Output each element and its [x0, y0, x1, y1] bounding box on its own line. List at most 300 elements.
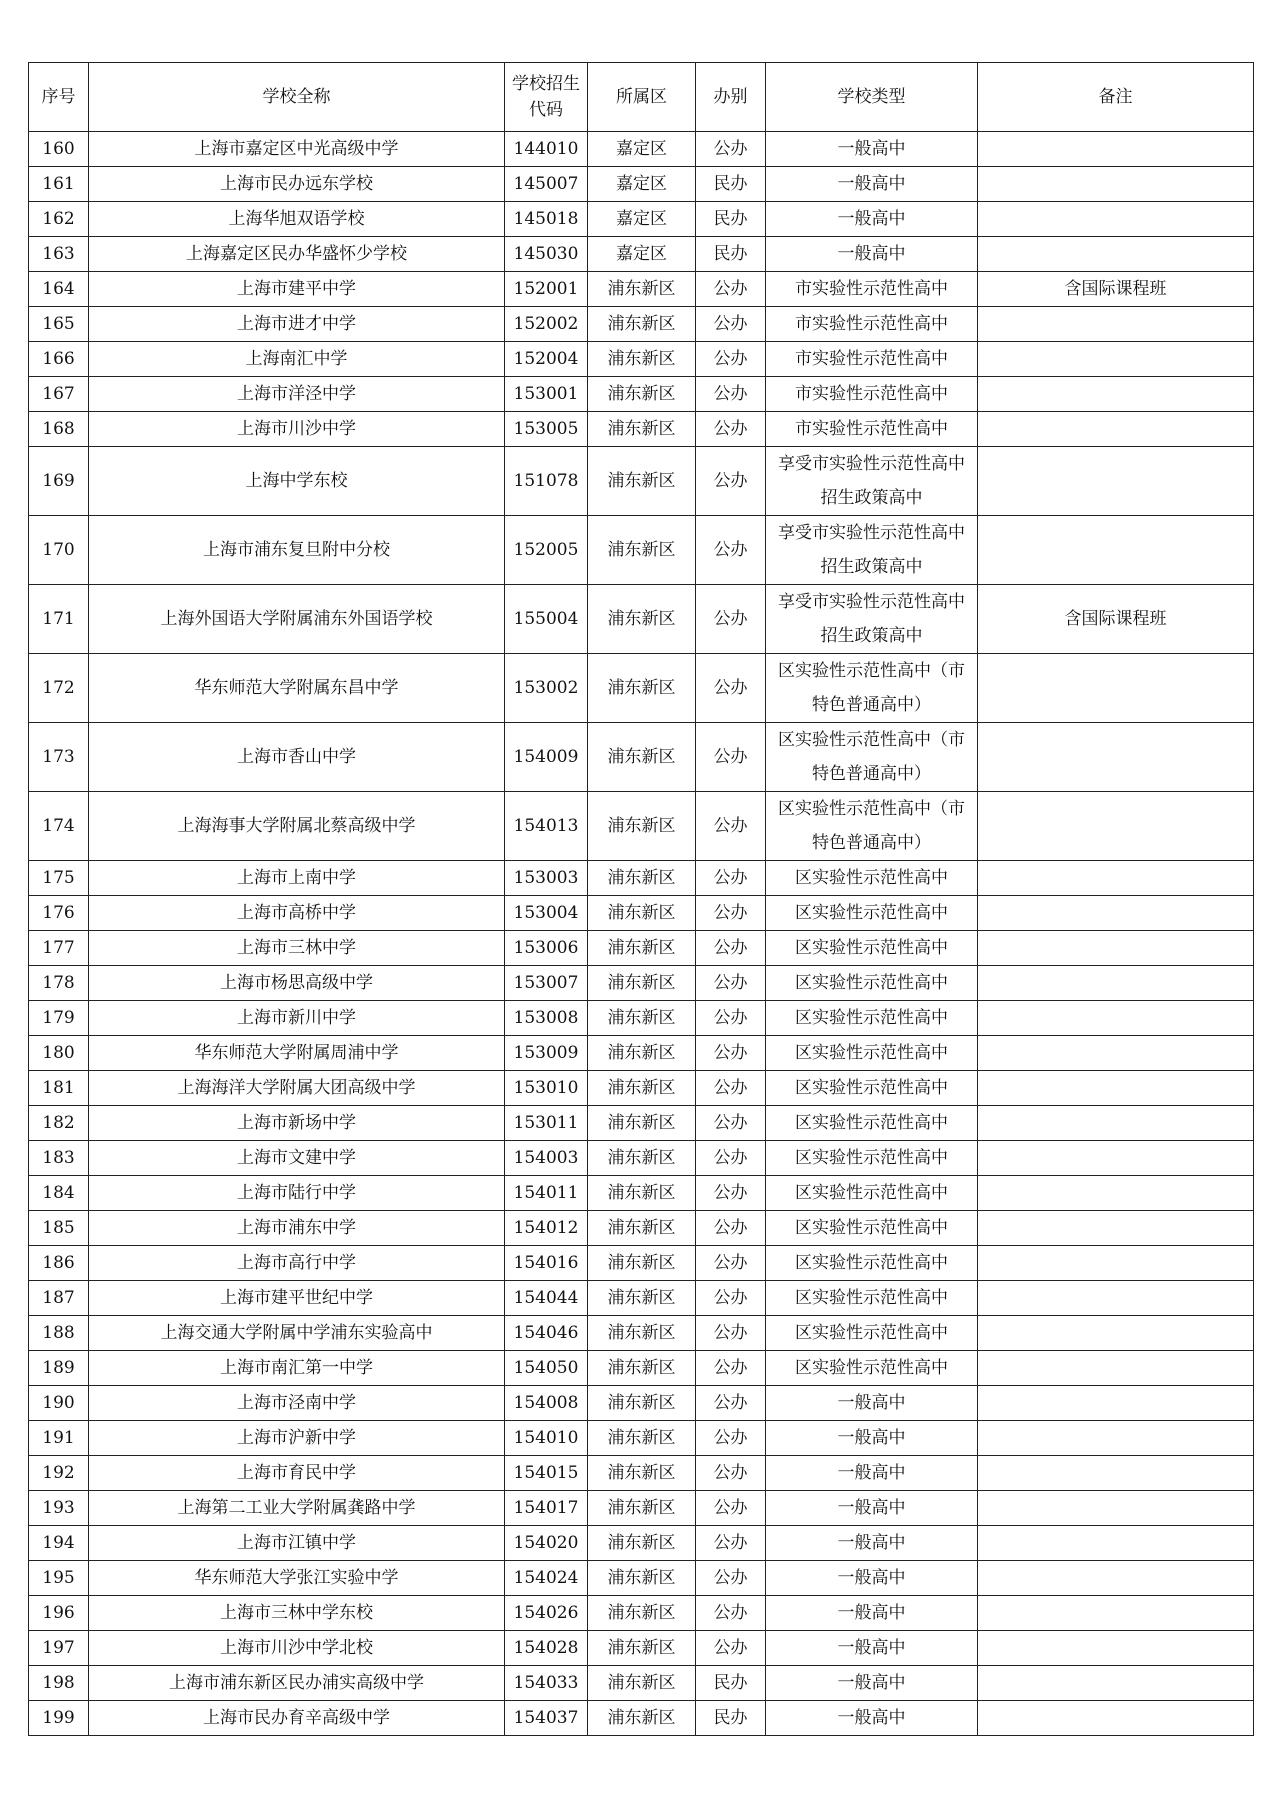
cell-ownership: 公办 [696, 132, 766, 167]
table-row [29, 1071, 1254, 1106]
cell-ownership: 公办 [696, 1491, 766, 1526]
cell-row-number: 178 [29, 966, 89, 1001]
cell-row-number: 182 [29, 1106, 89, 1141]
table-row [29, 1491, 1254, 1526]
cell-enrollment-code: 154024 [505, 1561, 588, 1596]
cell-district: 浦东新区 [588, 1141, 696, 1176]
cell-enrollment-code: 154046 [505, 1316, 588, 1351]
cell-enrollment-code: 153008 [505, 1001, 588, 1036]
cell-ownership: 公办 [696, 1176, 766, 1211]
cell-row-number: 183 [29, 1141, 89, 1176]
cell-district: 嘉定区 [588, 167, 696, 202]
cell-enrollment-code: 154033 [505, 1666, 588, 1701]
cell-school-name: 上海华旭双语学校 [89, 202, 505, 237]
header-note: 备注 [978, 63, 1254, 132]
cell-school-name: 华东师范大学张江实验中学 [89, 1561, 505, 1596]
cell-school-type: 区实验性示范性高中 [766, 861, 978, 896]
cell-ownership: 公办 [696, 516, 766, 585]
cell-district: 浦东新区 [588, 1631, 696, 1666]
cell-note [978, 1036, 1254, 1071]
cell-school-name: 上海市嘉定区中光高级中学 [89, 132, 505, 167]
cell-school-type: 一般高中 [766, 167, 978, 202]
cell-district: 浦东新区 [588, 931, 696, 966]
cell-note [978, 1316, 1254, 1351]
cell-note [978, 237, 1254, 272]
cell-note [978, 412, 1254, 447]
cell-school-type: 区实验性示范性高中 [766, 966, 978, 1001]
cell-note [978, 342, 1254, 377]
cell-enrollment-code: 154012 [505, 1211, 588, 1246]
cell-ownership: 民办 [696, 167, 766, 202]
cell-row-number: 172 [29, 654, 89, 723]
cell-note [978, 1456, 1254, 1491]
cell-school-name: 上海市三林中学 [89, 931, 505, 966]
cell-school-name: 上海市育民中学 [89, 1456, 505, 1491]
cell-school-name: 上海市建平中学 [89, 272, 505, 307]
cell-enrollment-code: 155004 [505, 585, 588, 654]
cell-note [978, 792, 1254, 861]
table-row [29, 447, 1254, 516]
cell-district: 浦东新区 [588, 377, 696, 412]
table-row [29, 377, 1254, 412]
cell-note [978, 1701, 1254, 1736]
cell-ownership: 公办 [696, 1316, 766, 1351]
cell-row-number: 199 [29, 1701, 89, 1736]
cell-ownership: 公办 [696, 1001, 766, 1036]
cell-district: 浦东新区 [588, 585, 696, 654]
cell-district: 浦东新区 [588, 1456, 696, 1491]
cell-school-type: 一般高中 [766, 202, 978, 237]
cell-school-type: 区实验性示范性高中 [766, 1211, 978, 1246]
cell-row-number: 169 [29, 447, 89, 516]
table-header [29, 63, 1254, 132]
cell-school-type: 区实验性示范性高中 [766, 1316, 978, 1351]
cell-ownership: 公办 [696, 1211, 766, 1246]
cell-enrollment-code: 154003 [505, 1141, 588, 1176]
cell-district: 浦东新区 [588, 412, 696, 447]
cell-note [978, 966, 1254, 1001]
cell-enrollment-code: 153010 [505, 1071, 588, 1106]
cell-district: 浦东新区 [588, 1001, 696, 1036]
cell-enrollment-code: 153003 [505, 861, 588, 896]
cell-note [978, 1071, 1254, 1106]
cell-school-type: 享受市实验性示范性高中招生政策高中 [766, 516, 978, 585]
cell-district: 浦东新区 [588, 1701, 696, 1736]
cell-ownership: 公办 [696, 896, 766, 931]
cell-enrollment-code: 154009 [505, 723, 588, 792]
cell-row-number: 195 [29, 1561, 89, 1596]
cell-school-name: 上海市江镇中学 [89, 1526, 505, 1561]
cell-enrollment-code: 154026 [505, 1596, 588, 1631]
cell-school-type: 市实验性示范性高中 [766, 377, 978, 412]
cell-enrollment-code: 152002 [505, 307, 588, 342]
table-row [29, 202, 1254, 237]
cell-row-number: 163 [29, 237, 89, 272]
cell-row-number: 181 [29, 1071, 89, 1106]
cell-district: 嘉定区 [588, 132, 696, 167]
cell-row-number: 198 [29, 1666, 89, 1701]
cell-note [978, 896, 1254, 931]
table-row [29, 342, 1254, 377]
cell-row-number: 166 [29, 342, 89, 377]
cell-note [978, 516, 1254, 585]
cell-ownership: 公办 [696, 1071, 766, 1106]
cell-school-type: 一般高中 [766, 237, 978, 272]
cell-district: 浦东新区 [588, 307, 696, 342]
cell-district: 嘉定区 [588, 202, 696, 237]
table-row [29, 1631, 1254, 1666]
cell-note [978, 1386, 1254, 1421]
cell-district: 浦东新区 [588, 654, 696, 723]
cell-enrollment-code: 154013 [505, 792, 588, 861]
cell-enrollment-code: 154020 [505, 1526, 588, 1561]
cell-school-name: 上海市民办远东学校 [89, 167, 505, 202]
header-school-name: 学校全称 [89, 63, 505, 132]
cell-school-type: 区实验性示范性高中 [766, 1176, 978, 1211]
cell-ownership: 公办 [696, 654, 766, 723]
cell-ownership: 公办 [696, 966, 766, 1001]
cell-note [978, 307, 1254, 342]
table-row [29, 516, 1254, 585]
cell-school-type: 区实验性示范性高中（市特色普通高中） [766, 792, 978, 861]
table-row [29, 966, 1254, 1001]
table-row [29, 1106, 1254, 1141]
table-row [29, 1141, 1254, 1176]
cell-district: 浦东新区 [588, 1421, 696, 1456]
table-row [29, 792, 1254, 861]
cell-school-type: 区实验性示范性高中 [766, 1071, 978, 1106]
cell-district: 浦东新区 [588, 896, 696, 931]
cell-enrollment-code: 153009 [505, 1036, 588, 1071]
cell-school-type: 一般高中 [766, 1596, 978, 1631]
cell-school-name: 上海市高桥中学 [89, 896, 505, 931]
cell-district: 浦东新区 [588, 1596, 696, 1631]
table-row [29, 585, 1254, 654]
cell-school-type: 一般高中 [766, 132, 978, 167]
cell-district: 浦东新区 [588, 1316, 696, 1351]
cell-school-name: 上海市陆行中学 [89, 1176, 505, 1211]
cell-school-type: 区实验性示范性高中 [766, 1001, 978, 1036]
cell-note [978, 1141, 1254, 1176]
cell-enrollment-code: 153007 [505, 966, 588, 1001]
cell-row-number: 189 [29, 1351, 89, 1386]
cell-school-type: 享受市实验性示范性高中招生政策高中 [766, 585, 978, 654]
table-row [29, 1281, 1254, 1316]
cell-ownership: 公办 [696, 342, 766, 377]
cell-ownership: 公办 [696, 1106, 766, 1141]
cell-row-number: 176 [29, 896, 89, 931]
cell-school-name: 上海市新场中学 [89, 1106, 505, 1141]
cell-school-name: 上海海洋大学附属大团高级中学 [89, 1071, 505, 1106]
table-row [29, 1176, 1254, 1211]
cell-school-type: 区实验性示范性高中 [766, 1036, 978, 1071]
cell-ownership: 民办 [696, 1666, 766, 1701]
cell-ownership: 公办 [696, 1561, 766, 1596]
cell-row-number: 187 [29, 1281, 89, 1316]
cell-row-number: 194 [29, 1526, 89, 1561]
cell-enrollment-code: 151078 [505, 447, 588, 516]
cell-school-type: 区实验性示范性高中（市特色普通高中） [766, 654, 978, 723]
cell-ownership: 公办 [696, 1386, 766, 1421]
cell-district: 浦东新区 [588, 1071, 696, 1106]
table-row [29, 272, 1254, 307]
cell-school-name: 上海市文建中学 [89, 1141, 505, 1176]
cell-enrollment-code: 153001 [505, 377, 588, 412]
table-row [29, 896, 1254, 931]
cell-note [978, 931, 1254, 966]
cell-ownership: 公办 [696, 1281, 766, 1316]
cell-district: 浦东新区 [588, 1351, 696, 1386]
cell-district: 浦东新区 [588, 792, 696, 861]
cell-enrollment-code: 154050 [505, 1351, 588, 1386]
cell-school-type: 一般高中 [766, 1561, 978, 1596]
cell-enrollment-code: 152004 [505, 342, 588, 377]
cell-school-name: 上海第二工业大学附属龚路中学 [89, 1491, 505, 1526]
cell-enrollment-code: 153004 [505, 896, 588, 931]
cell-district: 浦东新区 [588, 1281, 696, 1316]
cell-note [978, 861, 1254, 896]
cell-school-name: 上海市洋泾中学 [89, 377, 505, 412]
cell-row-number: 190 [29, 1386, 89, 1421]
cell-school-name: 上海中学东校 [89, 447, 505, 516]
cell-district: 浦东新区 [588, 1561, 696, 1596]
cell-enrollment-code: 154037 [505, 1701, 588, 1736]
cell-district: 浦东新区 [588, 1666, 696, 1701]
cell-district: 浦东新区 [588, 1176, 696, 1211]
cell-school-name: 上海市川沙中学 [89, 412, 505, 447]
cell-school-type: 一般高中 [766, 1666, 978, 1701]
cell-enrollment-code: 153002 [505, 654, 588, 723]
cell-district: 浦东新区 [588, 342, 696, 377]
table-row [29, 1001, 1254, 1036]
cell-note [978, 132, 1254, 167]
cell-school-type: 享受市实验性示范性高中招生政策高中 [766, 447, 978, 516]
table-body [29, 132, 1254, 1736]
cell-school-name: 上海市高行中学 [89, 1246, 505, 1281]
table-row [29, 1036, 1254, 1071]
cell-school-name: 上海市沪新中学 [89, 1421, 505, 1456]
table-row [29, 412, 1254, 447]
cell-row-number: 193 [29, 1491, 89, 1526]
cell-district: 浦东新区 [588, 272, 696, 307]
cell-note [978, 1001, 1254, 1036]
cell-note [978, 1281, 1254, 1316]
cell-school-name: 上海市三林中学东校 [89, 1596, 505, 1631]
cell-row-number: 171 [29, 585, 89, 654]
cell-note [978, 1211, 1254, 1246]
cell-school-type: 一般高中 [766, 1456, 978, 1491]
header-row [29, 63, 1254, 132]
cell-school-type: 区实验性示范性高中 [766, 1141, 978, 1176]
cell-district: 浦东新区 [588, 1106, 696, 1141]
cell-district: 嘉定区 [588, 237, 696, 272]
cell-note [978, 377, 1254, 412]
cell-enrollment-code: 154017 [505, 1491, 588, 1526]
cell-school-name: 华东师范大学附属东昌中学 [89, 654, 505, 723]
cell-enrollment-code: 154028 [505, 1631, 588, 1666]
cell-note: 含国际课程班 [978, 585, 1254, 654]
cell-row-number: 188 [29, 1316, 89, 1351]
cell-ownership: 公办 [696, 931, 766, 966]
cell-ownership: 民办 [696, 202, 766, 237]
cell-district: 浦东新区 [588, 966, 696, 1001]
cell-enrollment-code: 145018 [505, 202, 588, 237]
cell-note [978, 1246, 1254, 1281]
cell-note [978, 1491, 1254, 1526]
table-row [29, 1666, 1254, 1701]
cell-row-number: 160 [29, 132, 89, 167]
cell-enrollment-code: 154015 [505, 1456, 588, 1491]
cell-school-type: 市实验性示范性高中 [766, 272, 978, 307]
table-row [29, 861, 1254, 896]
header-district: 所属区 [588, 63, 696, 132]
cell-ownership: 公办 [696, 1246, 766, 1281]
table-row [29, 1526, 1254, 1561]
cell-ownership: 民办 [696, 237, 766, 272]
cell-note [978, 167, 1254, 202]
cell-row-number: 161 [29, 167, 89, 202]
cell-school-name: 上海交通大学附属中学浦东实验高中 [89, 1316, 505, 1351]
cell-school-name: 上海市南汇第一中学 [89, 1351, 505, 1386]
cell-enrollment-code: 154010 [505, 1421, 588, 1456]
cell-row-number: 192 [29, 1456, 89, 1491]
cell-school-type: 区实验性示范性高中 [766, 1281, 978, 1316]
cell-school-name: 上海市浦东中学 [89, 1211, 505, 1246]
cell-enrollment-code: 145007 [505, 167, 588, 202]
header-school-type: 学校类型 [766, 63, 978, 132]
cell-enrollment-code: 154011 [505, 1176, 588, 1211]
cell-note [978, 1526, 1254, 1561]
cell-school-type: 区实验性示范性高中 [766, 1246, 978, 1281]
cell-school-type: 一般高中 [766, 1421, 978, 1456]
table-row [29, 237, 1254, 272]
cell-school-type: 一般高中 [766, 1526, 978, 1561]
cell-district: 浦东新区 [588, 1386, 696, 1421]
cell-school-type: 一般高中 [766, 1631, 978, 1666]
cell-ownership: 民办 [696, 1701, 766, 1736]
cell-row-number: 175 [29, 861, 89, 896]
cell-row-number: 179 [29, 1001, 89, 1036]
cell-school-type: 市实验性示范性高中 [766, 412, 978, 447]
cell-ownership: 公办 [696, 723, 766, 792]
cell-school-type: 市实验性示范性高中 [766, 342, 978, 377]
cell-district: 浦东新区 [588, 1491, 696, 1526]
cell-school-type: 一般高中 [766, 1386, 978, 1421]
cell-district: 浦东新区 [588, 516, 696, 585]
cell-ownership: 公办 [696, 1456, 766, 1491]
table-row [29, 1421, 1254, 1456]
cell-ownership: 公办 [696, 412, 766, 447]
cell-school-name: 上海市民办育辛高级中学 [89, 1701, 505, 1736]
table-row [29, 167, 1254, 202]
cell-enrollment-code: 153005 [505, 412, 588, 447]
cell-enrollment-code: 153011 [505, 1106, 588, 1141]
cell-note [978, 654, 1254, 723]
cell-school-type: 区实验性示范性高中 [766, 896, 978, 931]
header-ownership: 办别 [696, 63, 766, 132]
cell-row-number: 165 [29, 307, 89, 342]
cell-note [978, 1631, 1254, 1666]
table-row [29, 654, 1254, 723]
cell-row-number: 168 [29, 412, 89, 447]
cell-school-name: 上海外国语大学附属浦东外国语学校 [89, 585, 505, 654]
cell-school-name: 上海市泾南中学 [89, 1386, 505, 1421]
cell-enrollment-code: 144010 [505, 132, 588, 167]
cell-school-name: 上海海事大学附属北蔡高级中学 [89, 792, 505, 861]
cell-note [978, 1666, 1254, 1701]
cell-ownership: 公办 [696, 861, 766, 896]
cell-ownership: 公办 [696, 1141, 766, 1176]
cell-enrollment-code: 145030 [505, 237, 588, 272]
cell-district: 浦东新区 [588, 1246, 696, 1281]
cell-school-name: 上海市进才中学 [89, 307, 505, 342]
table-row [29, 1351, 1254, 1386]
cell-district: 浦东新区 [588, 723, 696, 792]
header-enrollment-code: 学校招生代码 [505, 63, 588, 132]
cell-row-number: 173 [29, 723, 89, 792]
table-row [29, 1246, 1254, 1281]
table-row [29, 723, 1254, 792]
cell-school-type: 区实验性示范性高中 [766, 1351, 978, 1386]
cell-district: 浦东新区 [588, 447, 696, 516]
cell-row-number: 177 [29, 931, 89, 966]
cell-school-name: 上海市新川中学 [89, 1001, 505, 1036]
cell-school-name: 上海市建平世纪中学 [89, 1281, 505, 1316]
table-row [29, 1316, 1254, 1351]
table-row [29, 1701, 1254, 1736]
cell-school-name: 上海市浦东新区民办浦实高级中学 [89, 1666, 505, 1701]
cell-ownership: 公办 [696, 447, 766, 516]
table-row [29, 1211, 1254, 1246]
cell-ownership: 公办 [696, 272, 766, 307]
table-row [29, 1596, 1254, 1631]
header-no: 序号 [29, 63, 89, 132]
cell-ownership: 公办 [696, 1631, 766, 1666]
cell-note: 含国际课程班 [978, 272, 1254, 307]
cell-ownership: 公办 [696, 585, 766, 654]
cell-row-number: 196 [29, 1596, 89, 1631]
cell-district: 浦东新区 [588, 1526, 696, 1561]
cell-school-type: 一般高中 [766, 1491, 978, 1526]
cell-note [978, 1561, 1254, 1596]
table-row [29, 931, 1254, 966]
table-row [29, 132, 1254, 167]
cell-row-number: 186 [29, 1246, 89, 1281]
cell-school-type: 区实验性示范性高中 [766, 931, 978, 966]
cell-school-name: 上海市上南中学 [89, 861, 505, 896]
table-row [29, 1456, 1254, 1491]
cell-school-name: 上海市浦东复旦附中分校 [89, 516, 505, 585]
cell-enrollment-code: 152001 [505, 272, 588, 307]
cell-row-number: 167 [29, 377, 89, 412]
cell-row-number: 164 [29, 272, 89, 307]
cell-note [978, 723, 1254, 792]
table-row [29, 1561, 1254, 1596]
cell-ownership: 公办 [696, 1421, 766, 1456]
cell-school-name: 上海市香山中学 [89, 723, 505, 792]
cell-enrollment-code: 154016 [505, 1246, 588, 1281]
cell-row-number: 162 [29, 202, 89, 237]
cell-note [978, 202, 1254, 237]
school-list-table [28, 62, 1254, 1736]
cell-school-type: 区实验性示范性高中（市特色普通高中） [766, 723, 978, 792]
cell-ownership: 公办 [696, 792, 766, 861]
cell-row-number: 184 [29, 1176, 89, 1211]
cell-enrollment-code: 154044 [505, 1281, 588, 1316]
cell-ownership: 公办 [696, 1596, 766, 1631]
cell-note [978, 1421, 1254, 1456]
cell-row-number: 191 [29, 1421, 89, 1456]
